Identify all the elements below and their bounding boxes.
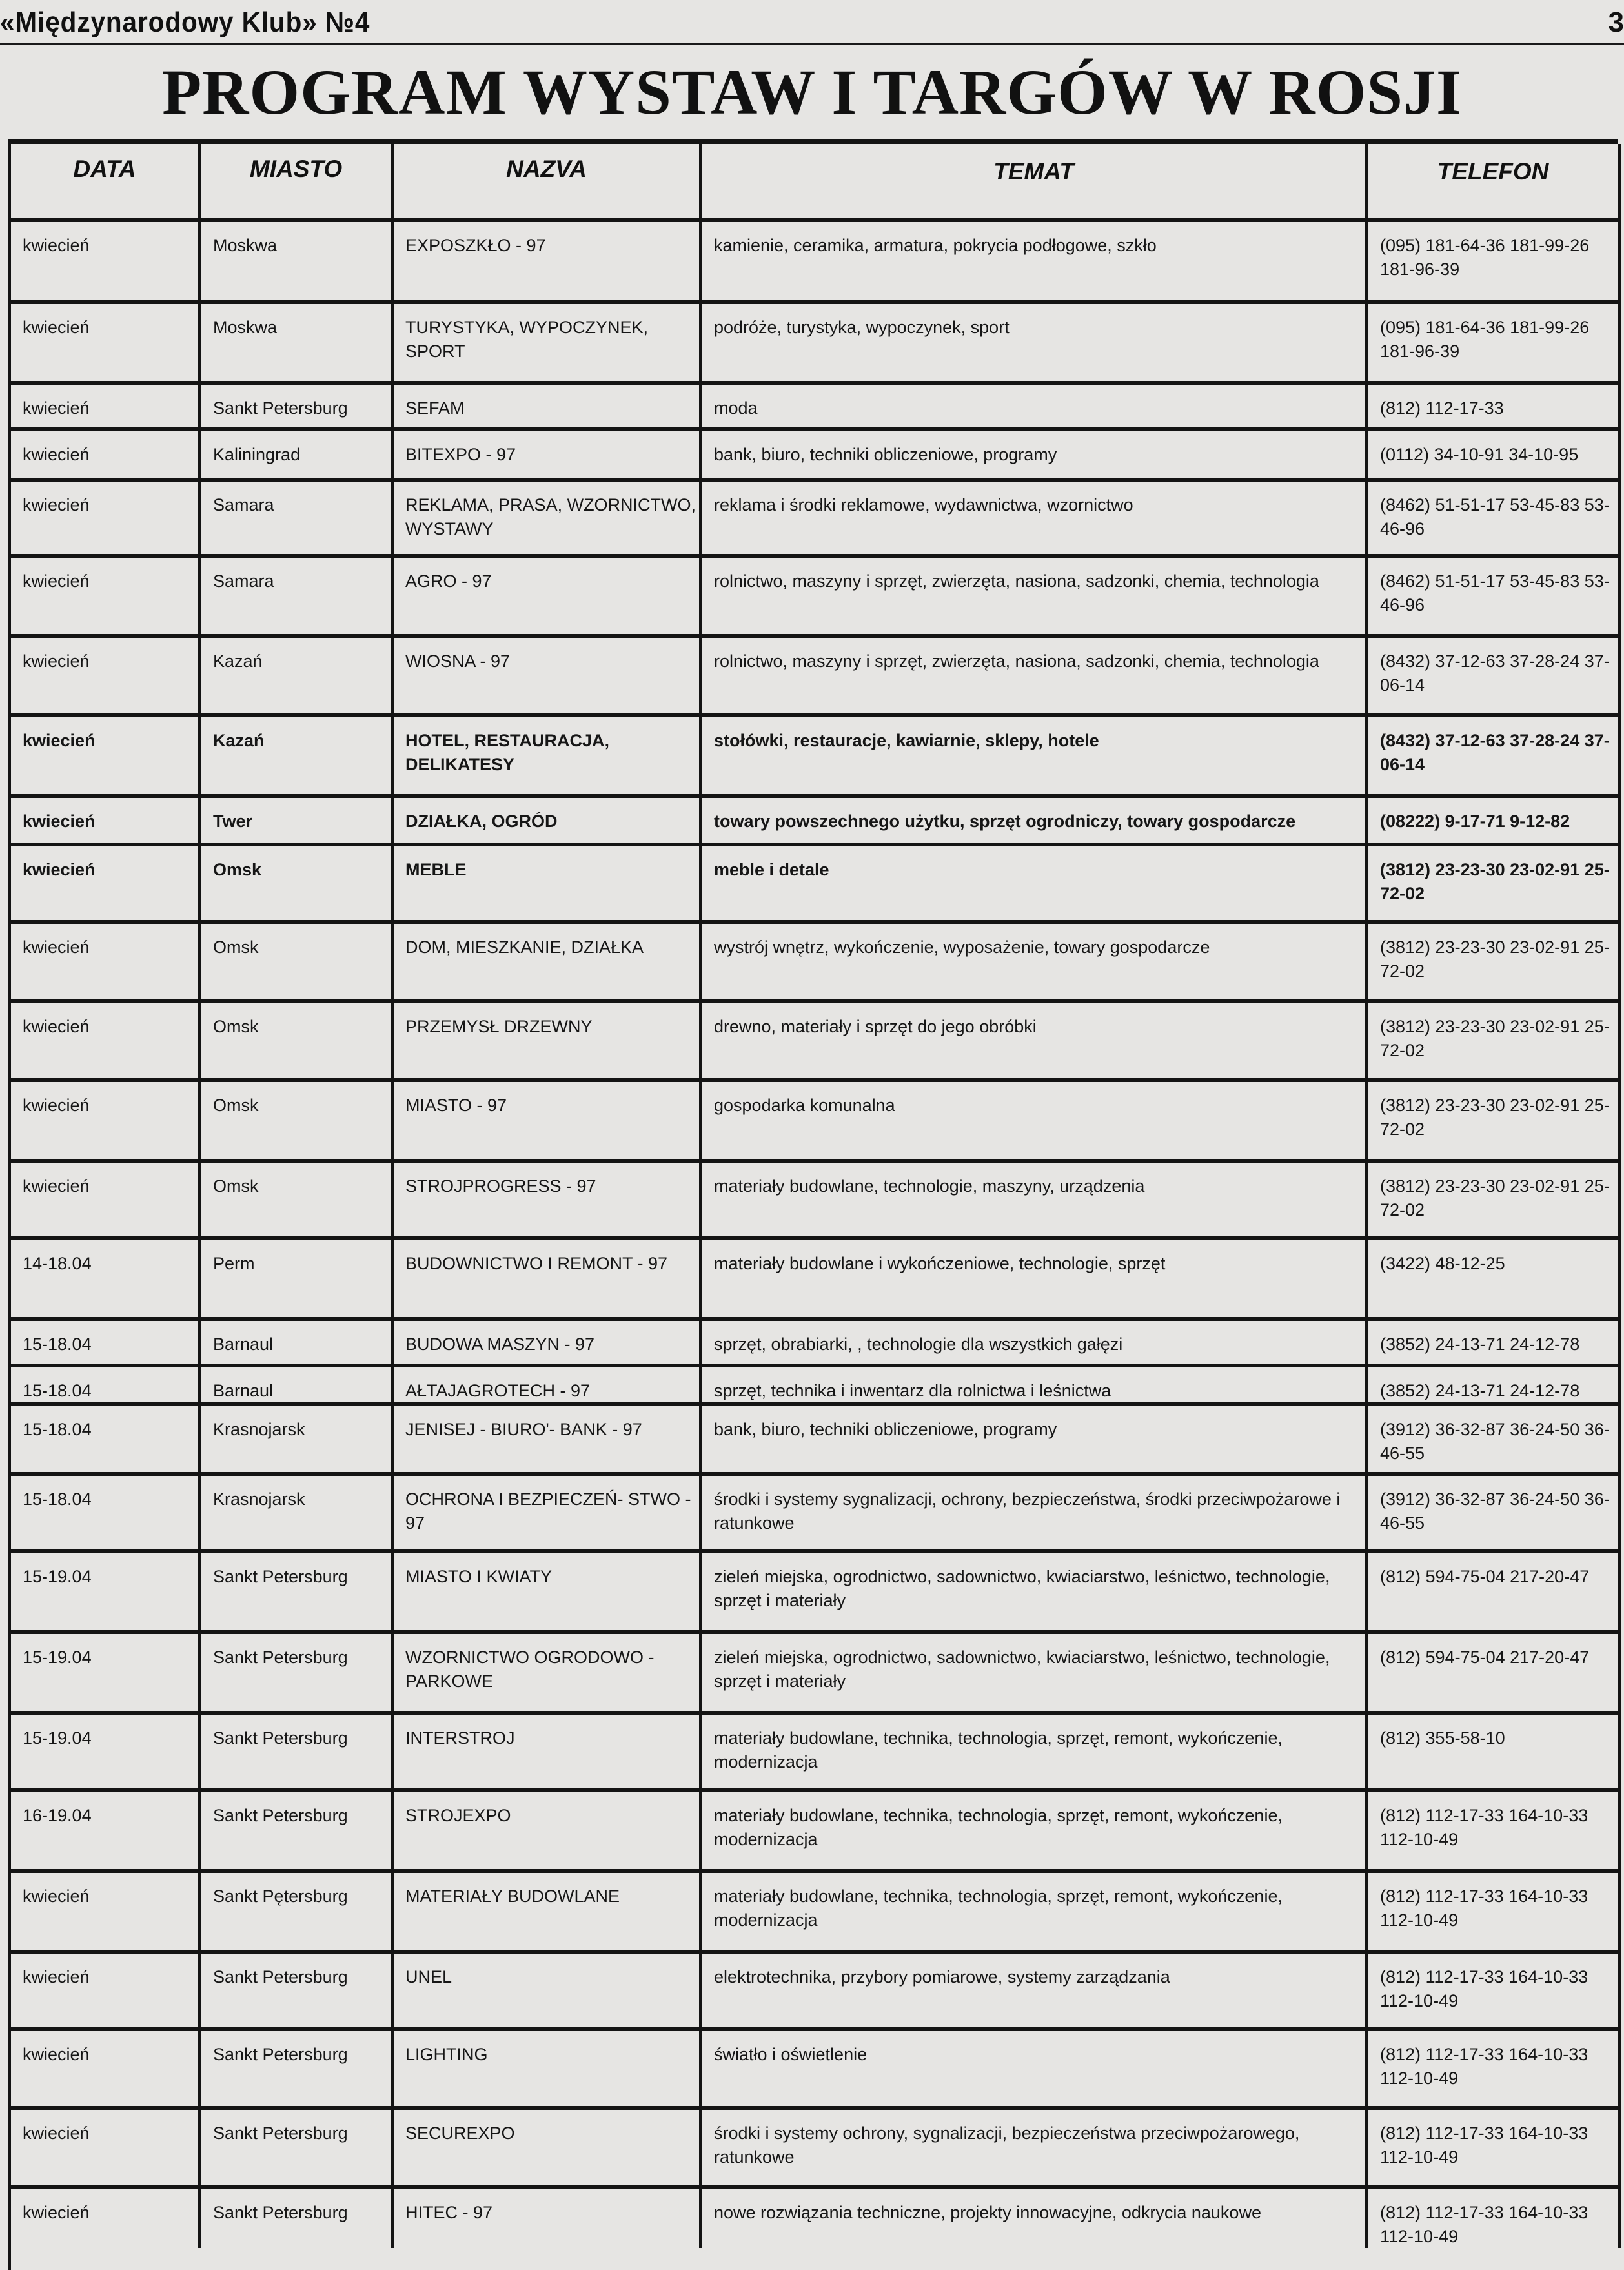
topic-cell: materiały budowlane i wykończeniowe, technologie, sprzęt — [699, 1240, 1365, 1321]
phone-cell: (812) 594-75-04 217-20-47 — [1365, 1553, 1621, 1634]
topic-cell: materiały budowlane, technika, technologia, sprzęt, remont, wykończenie, modernizacja — [699, 1792, 1365, 1873]
column-header-temat: TEMAT — [699, 144, 1365, 218]
exhibition-name-cell: MIASTO I KWIATY — [391, 1553, 699, 1634]
city-cell: Kazań — [198, 638, 391, 717]
exhibition-name-cell: DZIAŁKA, OGRÓD — [391, 798, 699, 846]
exhibition-name-cell: JENISEJ - BIURO'- BANK - 97 — [391, 1406, 699, 1476]
date-cell: kwiecień — [23, 1176, 90, 1196]
city-cell: Omsk — [198, 1003, 391, 1082]
city-cell: Twer — [198, 798, 391, 846]
date-cell: kwiecień — [23, 236, 90, 255]
exhibition-name-cell: BITEXPO - 97 — [391, 431, 699, 482]
table-row — [11, 843, 1621, 924]
date-cell: kwiecień — [23, 2203, 90, 2222]
phone-cell: (812) 112-17-33 164-10-33 112-10-49 — [1365, 1792, 1621, 1873]
topic-cell: środki i systemy ochrony, sygnalizacji, bezpieczeństwa przeciwpożarowego, ratunkowe — [699, 2110, 1365, 2189]
date-cell: 16-19.04 — [23, 1806, 92, 1825]
topic-cell: nowe rozwiązania techniczne, projekty innowacyjne, odkrycia naukowe — [699, 2189, 1365, 2248]
city-cell: Barnaul — [198, 1367, 391, 1406]
date-cell: kwiecień — [23, 937, 90, 957]
phone-cell: (812) 112-17-33 164-10-33 112-10-49 — [1365, 2189, 1621, 2248]
city-cell: Omsk — [198, 1082, 391, 1163]
table-row — [11, 2027, 1621, 2110]
date-cell: kwiecień — [23, 1887, 90, 1906]
table-row — [11, 218, 1621, 304]
exhibition-name-cell: MIASTO - 97 — [391, 1082, 699, 1163]
column-header-nazwa: NAZVA — [391, 144, 699, 218]
topic-cell: światło i oświetlenie — [699, 2031, 1365, 2110]
city-cell: Perm — [198, 1240, 391, 1321]
city-cell: Samara — [198, 558, 391, 638]
topic-cell: materiały budowlane, technika, technologia, sprzęt, remont, wykończenie, modernizacja — [699, 1715, 1365, 1792]
phone-cell: (8462) 51-51-17 53-45-83 53-46-96 — [1365, 558, 1621, 638]
date-cell: kwiecień — [23, 1096, 90, 1115]
exhibition-name-cell: DOM, MIESZKANIE, DZIAŁKA — [391, 924, 699, 1003]
topic-cell: zieleń miejska, ogrodnictwo, sadownictwo, kwiaciarstwo, leśnictwo, technologie, sprzęt i materiały — [699, 1553, 1365, 1634]
topic-cell: rolnictwo, maszyny i sprzęt, zwierzęta, nasiona, sadzonki, chemia, technologia — [699, 558, 1365, 638]
date-cell: kwiecień — [23, 2045, 90, 2064]
table-row — [11, 1317, 1621, 1367]
city-cell: Moskwa — [198, 304, 391, 385]
date-cell: kwiecień — [23, 2123, 90, 2143]
date-cell: kwiecień — [23, 860, 96, 879]
exhibition-name-cell: INTERSTROJ — [391, 1715, 699, 1792]
date-cell: 15-19.04 — [23, 1567, 92, 1586]
phone-cell: (812) 112-17-33 — [1365, 385, 1621, 431]
phone-cell: (8432) 37-12-63 37-28-24 37-06-14 — [1365, 717, 1621, 798]
city-cell: Krasnojarsk — [198, 1476, 391, 1553]
topic-cell: rolnictwo, maszyny i sprzęt, zwierzęta, nasiona, sadzonki, chemia, technologia — [699, 638, 1365, 717]
phone-cell: (812) 112-17-33 164-10-33 112-10-49 — [1365, 2031, 1621, 2110]
topic-cell: sprzęt, obrabiarki, , technologie dla wszystkich gałęzi — [699, 1321, 1365, 1367]
exhibition-name-cell: TURYSTYKA, WYPOCZYNEK, SPORT — [391, 304, 699, 385]
journal-name: «Międzynarodowy Klub» №4 — [0, 6, 370, 38]
city-cell: Sankt Petersburg — [198, 1715, 391, 1792]
exhibition-name-cell: REKLAMA, PRASA, WZORNICTWO, WYSTAWY — [391, 482, 699, 558]
city-cell: Sankt Petersburg — [198, 1954, 391, 2031]
header-divider — [0, 43, 1624, 45]
date-cell: kwiecień — [23, 1967, 90, 1987]
page-number: 3 — [1608, 6, 1624, 38]
table-row — [11, 1078, 1621, 1163]
column-header-data: DATA — [73, 156, 136, 182]
date-cell: 15-18.04 — [23, 1381, 92, 1400]
table-row — [11, 554, 1621, 638]
table-row — [11, 478, 1621, 558]
date-cell: kwiecień — [23, 651, 90, 671]
table-row — [11, 2106, 1621, 2189]
table-row — [11, 381, 1621, 431]
phone-cell: (3422) 48-12-25 — [1365, 1240, 1621, 1321]
phone-cell: (08222) 9-17-71 9-12-82 — [1365, 798, 1621, 846]
table-row — [11, 1788, 1621, 1873]
date-cell: 14-18.04 — [23, 1254, 92, 1273]
date-cell: kwiecień — [23, 731, 96, 750]
topic-cell: zieleń miejska, ogrodnictwo, sadownictwo, kwiaciarstwo, leśnictwo, technologie, sprzęt i materiały — [699, 1634, 1365, 1715]
date-cell: kwiecień — [23, 571, 90, 591]
table-row — [11, 999, 1621, 1082]
exhibition-name-cell: SECUREXPO — [391, 2110, 699, 2189]
phone-cell: (095) 181-64-36 181-99-26 181-96-39 — [1365, 304, 1621, 385]
date-cell: 15-18.04 — [23, 1334, 92, 1354]
phone-cell: (0112) 34-10-91 34-10-95 — [1365, 431, 1621, 482]
table-row — [11, 1630, 1621, 1715]
phone-cell: (3812) 23-23-30 23-02-91 25-72-02 — [1365, 924, 1621, 1003]
exhibition-name-cell: OCHRONA I BEZPIECZEŃ- STWO - 97 — [391, 1476, 699, 1553]
city-cell: Sankt Pętersburg — [198, 1873, 391, 1954]
phone-cell: (8432) 37-12-63 37-28-24 37-06-14 — [1365, 638, 1621, 717]
city-cell: Sankt Petersburg — [198, 2031, 391, 2110]
date-cell: 15-18.04 — [23, 1420, 92, 1439]
exhibition-name-cell: BUDOWA MASZYN - 97 — [391, 1321, 699, 1367]
topic-cell: elektrotechnika, przybory pomiarowe, systemy zarządzania — [699, 1954, 1365, 2031]
phone-cell: (812) 594-75-04 217-20-47 — [1365, 1634, 1621, 1715]
city-cell: Krasnojarsk — [198, 1406, 391, 1476]
phone-cell: (3812) 23-23-30 23-02-91 25-72-02 — [1365, 1082, 1621, 1163]
phone-cell: (095) 181-64-36 181-99-26 181-96-39 — [1365, 222, 1621, 304]
table-row — [11, 2185, 1621, 2248]
topic-cell: sprzęt, technika i inwentarz dla rolnictwa i leśnictwa — [699, 1367, 1365, 1406]
phone-cell: (3812) 23-23-30 23-02-91 25-72-02 — [1365, 1163, 1621, 1240]
city-cell: Sankt Petersburg — [198, 1792, 391, 1873]
table-row — [11, 1549, 1621, 1634]
table-row — [11, 713, 1621, 798]
column-header-miasto: MIASTO — [198, 144, 391, 218]
city-cell: Samara — [198, 482, 391, 558]
topic-cell: bank, biuro, techniki obliczeniowe, programy — [699, 431, 1365, 482]
city-cell: Omsk — [198, 924, 391, 1003]
topic-cell: drewno, materiały i sprzęt do jego obróbki — [699, 1003, 1365, 1082]
city-cell: Sankt Petersburg — [198, 385, 391, 431]
topic-cell: meble i detale — [699, 846, 1365, 924]
city-cell: Sankt Petersburg — [198, 2189, 391, 2248]
phone-cell: (3812) 23-23-30 23-02-91 25-72-02 — [1365, 1003, 1621, 1082]
exhibition-name-cell: WZORNICTWO OGRODOWO - PARKOWE — [391, 1634, 699, 1715]
topic-cell: materiały budowlane, technologie, maszyny, urządzenia — [699, 1163, 1365, 1240]
phone-cell: (8462) 51-51-17 53-45-83 53-46-96 — [1365, 482, 1621, 558]
city-cell: Sankt Petersburg — [198, 1553, 391, 1634]
exhibition-name-cell: MEBLE — [391, 846, 699, 924]
table-row — [11, 794, 1621, 846]
exhibition-name-cell: STROJPROGRESS - 97 — [391, 1163, 699, 1240]
topic-cell: kamienie, ceramika, armatura, pokrycia podłogowe, szkło — [699, 222, 1365, 304]
date-cell: 15-18.04 — [23, 1489, 92, 1509]
topic-cell: wystrój wnętrz, wykończenie, wyposażenie, towary gospodarcze — [699, 924, 1365, 1003]
date-cell: kwiecień — [23, 445, 90, 464]
table-row — [11, 1869, 1621, 1954]
city-cell: Kaliningrad — [198, 431, 391, 482]
phone-cell: (3912) 36-32-87 36-24-50 36-46-55 — [1365, 1406, 1621, 1476]
date-cell: 15-19.04 — [23, 1728, 92, 1748]
exhibition-name-cell: HITEC - 97 — [391, 2189, 699, 2248]
city-cell: Sankt Petersburg — [198, 1634, 391, 1715]
phone-cell: (3812) 23-23-30 23-02-91 25-72-02 — [1365, 846, 1621, 924]
topic-cell: towary powszechnego użytku, sprzęt ogrodniczy, towary gospodarcze — [699, 798, 1365, 846]
column-header-telefon: TELEFON — [1365, 144, 1621, 218]
table-row — [11, 427, 1621, 482]
table-row — [11, 1950, 1621, 2031]
table-row — [11, 300, 1621, 385]
date-cell: kwiecień — [23, 812, 96, 831]
city-cell: Barnaul — [198, 1321, 391, 1367]
topic-cell: moda — [699, 385, 1365, 431]
city-cell: Omsk — [198, 1163, 391, 1240]
table-row — [11, 1159, 1621, 1240]
exhibition-name-cell: WIOSNA - 97 — [391, 638, 699, 717]
phone-cell: (812) 112-17-33 164-10-33 112-10-49 — [1365, 1954, 1621, 2031]
table-row — [11, 1402, 1621, 1476]
exhibition-name-cell: PRZEMYSŁ DRZEWNY — [391, 1003, 699, 1082]
date-cell: kwiecień — [23, 1017, 90, 1036]
page-title: PROGRAM WYSTAW I TARGÓW W ROSJI — [162, 56, 1462, 128]
phone-cell: (3852) 24-13-71 24-12-78 — [1365, 1321, 1621, 1367]
exhibition-name-cell: AGRO - 97 — [391, 558, 699, 638]
exhibition-name-cell: EXPOSZKŁO - 97 — [391, 222, 699, 304]
city-cell: Sankt Petersburg — [198, 2110, 391, 2189]
topic-cell: stołówki, restauracje, kawiarnie, sklepy, hotele — [699, 717, 1365, 798]
table-row — [11, 1472, 1621, 1553]
exhibitions-table — [8, 139, 1618, 2270]
table-row — [11, 1364, 1621, 1406]
exhibition-name-cell: LIGHTING — [391, 2031, 699, 2110]
topic-cell: gospodarka komunalna — [699, 1082, 1365, 1163]
topic-cell: reklama i środki reklamowe, wydawnictwa, wzornictwo — [699, 482, 1365, 558]
phone-cell: (812) 355-58-10 — [1365, 1715, 1621, 1792]
topic-cell: podróże, turystyka, wypoczynek, sport — [699, 304, 1365, 385]
exhibition-name-cell: SEFAM — [391, 385, 699, 431]
city-cell: Omsk — [198, 846, 391, 924]
city-cell: Moskwa — [198, 222, 391, 304]
table-row — [11, 1236, 1621, 1321]
phone-cell: (3852) 24-13-71 24-12-78 — [1365, 1367, 1621, 1406]
date-cell: kwiecień — [23, 495, 90, 515]
phone-cell: (3912) 36-32-87 36-24-50 36-46-55 — [1365, 1476, 1621, 1553]
topic-cell: środki i systemy sygnalizacji, ochrony, bezpieczeństwa, środki przeciwpożarowe i ratunkowe — [699, 1476, 1365, 1553]
table-row — [11, 920, 1621, 1003]
exhibition-name-cell: STROJEXPO — [391, 1792, 699, 1873]
date-cell: kwiecień — [23, 398, 90, 418]
topic-cell: bank, biuro, techniki obliczeniowe, programy — [699, 1406, 1365, 1476]
topic-cell: materiały budowlane, technika, technologia, sprzęt, remont, wykończenie, modernizacja — [699, 1873, 1365, 1954]
running-head — [0, 3, 1624, 44]
exhibition-name-cell: UNEL — [391, 1954, 699, 2031]
exhibition-name-cell: HOTEL, RESTAURACJA, DELIKATESY — [391, 717, 699, 798]
exhibition-name-cell: MATERIAŁY BUDOWLANE — [391, 1873, 699, 1954]
date-cell: kwiecień — [23, 318, 90, 337]
exhibition-name-cell: AŁTAJAGROTECH - 97 — [391, 1367, 699, 1406]
table-row — [11, 634, 1621, 717]
date-cell: 15-19.04 — [23, 1648, 92, 1667]
table-row — [11, 1711, 1621, 1792]
phone-cell: (812) 112-17-33 164-10-33 112-10-49 — [1365, 2110, 1621, 2189]
exhibition-name-cell: BUDOWNICTWO I REMONT - 97 — [391, 1240, 699, 1321]
table-header-row — [11, 144, 1621, 218]
city-cell: Kazań — [198, 717, 391, 798]
phone-cell: (812) 112-17-33 164-10-33 112-10-49 — [1365, 1873, 1621, 1954]
